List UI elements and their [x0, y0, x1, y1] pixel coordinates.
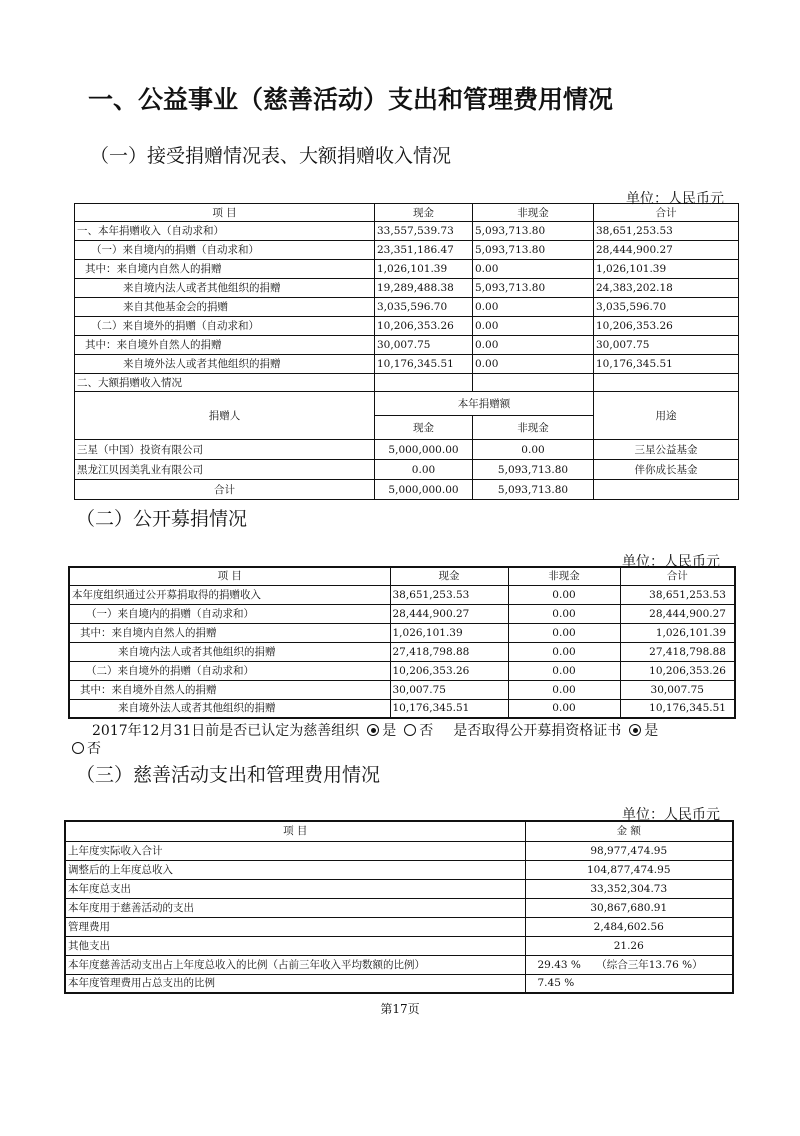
row-total: 10,206,353.26 — [620, 661, 735, 680]
row-noncash: 0.00 — [473, 260, 594, 279]
row-noncash: 0.00 — [508, 604, 620, 623]
row-item: 本年度用于慈善活动的支出 — [65, 898, 525, 917]
row-item: （一）来自境内的捐赠（自动求和） — [69, 604, 390, 623]
row-noncash: 0.00 — [473, 336, 594, 355]
empty-cell — [473, 374, 594, 392]
donor-cash-header: 现金 — [375, 416, 473, 440]
row-item: 来自境外法人或者其他组织的捐赠 — [75, 355, 375, 374]
table-row — [75, 298, 739, 317]
table-row — [69, 661, 735, 680]
table-row — [69, 604, 735, 623]
row-noncash: 0.00 — [508, 623, 620, 642]
cert1-no-radio-icon[interactable] — [404, 724, 416, 736]
cert2-no-radio-icon[interactable] — [72, 742, 84, 754]
section3-unit: 单位：人民币元 — [622, 807, 720, 823]
row-total: 10,206,353.26 — [594, 317, 739, 336]
row-cash: 28,444,900.27 — [390, 604, 508, 623]
ratio-row — [65, 974, 733, 993]
table-row — [65, 879, 733, 898]
cert2-yes-radio-icon[interactable] — [629, 724, 641, 736]
row-item: 来自其他基金会的捐赠 — [75, 298, 375, 317]
row-total: 1,026,101.39 — [620, 623, 735, 642]
row-item: （一）来自境内的捐赠（自动求和） — [75, 241, 375, 260]
row-item: 本年度总支出 — [65, 879, 525, 898]
row-cash: 10,176,345.51 — [390, 699, 508, 718]
donor-name: 黑龙江贝因美乳业有限公司 — [75, 460, 375, 480]
expense-table — [64, 820, 734, 994]
header-noncash: 非现金 — [473, 204, 594, 222]
table-header-row — [69, 567, 735, 585]
donor-noncash: 5,093,713.80 — [473, 460, 594, 480]
row-noncash: 5,093,713.80 — [473, 222, 594, 241]
section1-unit: 单位：人民币元 — [626, 191, 724, 207]
row-total: 27,418,798.88 — [620, 642, 735, 661]
table-row — [75, 260, 739, 279]
row-total: 30,007.75 — [620, 680, 735, 699]
header-total: 合计 — [620, 567, 735, 585]
cert2-yes-label: 是 — [644, 723, 659, 739]
donor-header-row — [75, 392, 739, 416]
row-item: 调整后的上年度总收入 — [65, 860, 525, 879]
empty-cell — [594, 374, 739, 392]
public-fundraising-table — [68, 566, 736, 719]
row-cash: 27,418,798.88 — [390, 642, 508, 661]
row-total: 24,383,202.18 — [594, 279, 739, 298]
row-cash: 1,026,101.39 — [375, 260, 473, 279]
table-row — [69, 642, 735, 661]
donor-sum-cash: 5,000,000.00 — [375, 480, 473, 500]
row-item: 一、本年捐赠收入（自动求和） — [75, 222, 375, 241]
row-total: 30,007.75 — [594, 336, 739, 355]
row-item: 其中：来自境内自然人的捐赠 — [69, 623, 390, 642]
donor-row — [75, 460, 739, 480]
row-cash: 38,651,253.53 — [390, 585, 508, 604]
donor-cash: 5,000,000.00 — [375, 440, 473, 460]
row-cash: 10,206,353.26 — [375, 317, 473, 336]
header-item: 项 目 — [65, 821, 525, 841]
row-cash: 10,206,353.26 — [390, 661, 508, 680]
row-item: 其他支出 — [65, 936, 525, 955]
donor-sum-row — [75, 480, 739, 500]
ratio1-note: （综合三年13.76 %） — [596, 958, 703, 971]
row-item: （二）来自境外的捐赠（自动求和） — [69, 661, 390, 680]
charity-certification-line-2 — [72, 738, 101, 758]
donor-header: 捐赠人 — [75, 392, 375, 440]
donor-noncash: 0.00 — [473, 440, 594, 460]
row-cash: 10,176,345.51 — [375, 355, 473, 374]
row-item: 上年度实际收入合计 — [65, 841, 525, 860]
row-total: 1,026,101.39 — [594, 260, 739, 279]
header-item: 项 目 — [75, 204, 375, 222]
page-number: 第17页 — [380, 1002, 420, 1016]
ratio2-label: 本年度管理费用占总支出的比例 — [65, 974, 525, 993]
table-row — [69, 623, 735, 642]
section2-unit: 单位：人民币元 — [622, 554, 720, 570]
row-total: 28,444,900.27 — [620, 604, 735, 623]
table-row — [75, 317, 739, 336]
row-cash: 3,035,596.70 — [375, 298, 473, 317]
ratio1-label: 本年度慈善活动支出占上年度总收入的比例（占前三年收入平均数额的比例） — [65, 955, 525, 974]
purpose-header: 用途 — [594, 392, 739, 440]
cert1-yes-label: 是 — [382, 723, 397, 739]
donor-sum-label: 合计 — [75, 480, 375, 500]
empty-cell — [594, 480, 739, 500]
header-amount: 金 额 — [525, 821, 733, 841]
row-cash: 30,007.75 — [375, 336, 473, 355]
donor-sum-noncash: 5,093,713.80 — [473, 480, 594, 500]
table-row — [65, 841, 733, 860]
table-row — [75, 222, 739, 241]
row-cash: 33,557,539.73 — [375, 222, 473, 241]
row-noncash: 0.00 — [508, 680, 620, 699]
ratio-row — [65, 955, 733, 974]
row-total: 10,176,345.51 — [594, 355, 739, 374]
table-row — [65, 936, 733, 955]
table-row — [65, 917, 733, 936]
header-noncash: 非现金 — [508, 567, 620, 585]
large-donation-title: 二、大额捐赠收入情况 — [75, 374, 375, 392]
donor-noncash-header: 非现金 — [473, 416, 594, 440]
ratio2-cell — [525, 974, 733, 993]
header-total: 合计 — [594, 204, 739, 222]
donor-purpose: 伴你成长基金 — [594, 460, 739, 480]
row-total: 10,176,345.51 — [620, 699, 735, 718]
row-noncash: 0.00 — [473, 317, 594, 336]
donor-cash: 0.00 — [375, 460, 473, 480]
section2-title: （二）公开募捐情况 — [76, 508, 248, 530]
table-row — [75, 279, 739, 298]
row-total: 28,444,900.27 — [594, 241, 739, 260]
cert-question-2: 是否取得公开募捐资格证书 — [453, 723, 622, 739]
header-cash: 现金 — [375, 204, 473, 222]
table-row — [65, 860, 733, 879]
row-item: 来自境内法人或者其他组织的捐赠 — [69, 642, 390, 661]
row-cash: 30,007.75 — [390, 680, 508, 699]
row-item: 其中：来自境内自然人的捐赠 — [75, 260, 375, 279]
page-title: 一、公益事业（慈善活动）支出和管理费用情况 — [88, 85, 614, 114]
row-total: 3,035,596.70 — [594, 298, 739, 317]
row-amount: 21.26 — [525, 936, 733, 955]
cert2-no-label: 否 — [87, 741, 101, 757]
table-row — [75, 355, 739, 374]
table-row — [75, 336, 739, 355]
donation-table — [74, 203, 739, 500]
row-noncash: 0.00 — [508, 642, 620, 661]
table-header-row — [65, 821, 733, 841]
row-item: 其中：来自境外自然人的捐赠 — [75, 336, 375, 355]
donor-purpose: 三星公益基金 — [594, 440, 739, 460]
row-item: （二）来自境外的捐赠（自动求和） — [75, 317, 375, 336]
amount-header: 本年捐赠额 — [375, 392, 594, 416]
row-noncash: 0.00 — [508, 661, 620, 680]
table-header-row — [75, 204, 739, 222]
row-total: 38,651,253.53 — [620, 585, 735, 604]
empty-cell — [375, 374, 473, 392]
row-item: 来自境外法人或者其他组织的捐赠 — [69, 699, 390, 718]
row-total: 38,651,253.53 — [594, 222, 739, 241]
table-row — [69, 585, 735, 604]
large-donation-title-row — [75, 374, 739, 392]
donor-name: 三星（中国）投资有限公司 — [75, 440, 375, 460]
row-item: 本年度组织通过公开募捐取得的捐赠收入 — [69, 585, 390, 604]
cert-question-1: 2017年12月31日前是否已认定为慈善组织 — [92, 723, 360, 739]
section1-title: （一）接受捐赠情况表、大额捐赠收入情况 — [90, 145, 452, 167]
row-item: 其中：来自境外自然人的捐赠 — [69, 680, 390, 699]
row-noncash: 0.00 — [508, 585, 620, 604]
row-noncash: 0.00 — [473, 298, 594, 317]
row-amount: 104,877,474.95 — [525, 860, 733, 879]
row-item: 管理费用 — [65, 917, 525, 936]
row-cash: 1,026,101.39 — [390, 623, 508, 642]
ratio2-value: 7.45 % — [537, 977, 575, 990]
charity-certification-line — [92, 720, 658, 740]
donor-row — [75, 440, 739, 460]
row-noncash: 0.00 — [473, 355, 594, 374]
row-cash: 23,351,186.47 — [375, 241, 473, 260]
table-row — [69, 680, 735, 699]
table-row — [69, 699, 735, 718]
row-noncash: 5,093,713.80 — [473, 241, 594, 260]
table-row — [65, 898, 733, 917]
ratio1-cell — [525, 955, 733, 974]
row-noncash: 0.00 — [508, 699, 620, 718]
row-amount: 2,484,602.56 — [525, 917, 733, 936]
row-cash: 19,289,488.38 — [375, 279, 473, 298]
section3-title: （三）慈善活动支出和管理费用情况 — [76, 764, 381, 786]
row-amount: 30,867,680.91 — [525, 898, 733, 917]
cert1-yes-radio-icon[interactable] — [367, 724, 379, 736]
table-row — [75, 241, 739, 260]
row-amount: 33,352,304.73 — [525, 879, 733, 898]
row-noncash: 5,093,713.80 — [473, 279, 594, 298]
ratio1-value: 29.43 % — [537, 958, 581, 971]
row-amount: 98,977,474.95 — [525, 841, 733, 860]
cert1-no-label: 否 — [419, 723, 434, 739]
row-item: 来自境内法人或者其他组织的捐赠 — [75, 279, 375, 298]
header-cash: 现金 — [390, 567, 508, 585]
header-item: 项 目 — [69, 567, 390, 585]
